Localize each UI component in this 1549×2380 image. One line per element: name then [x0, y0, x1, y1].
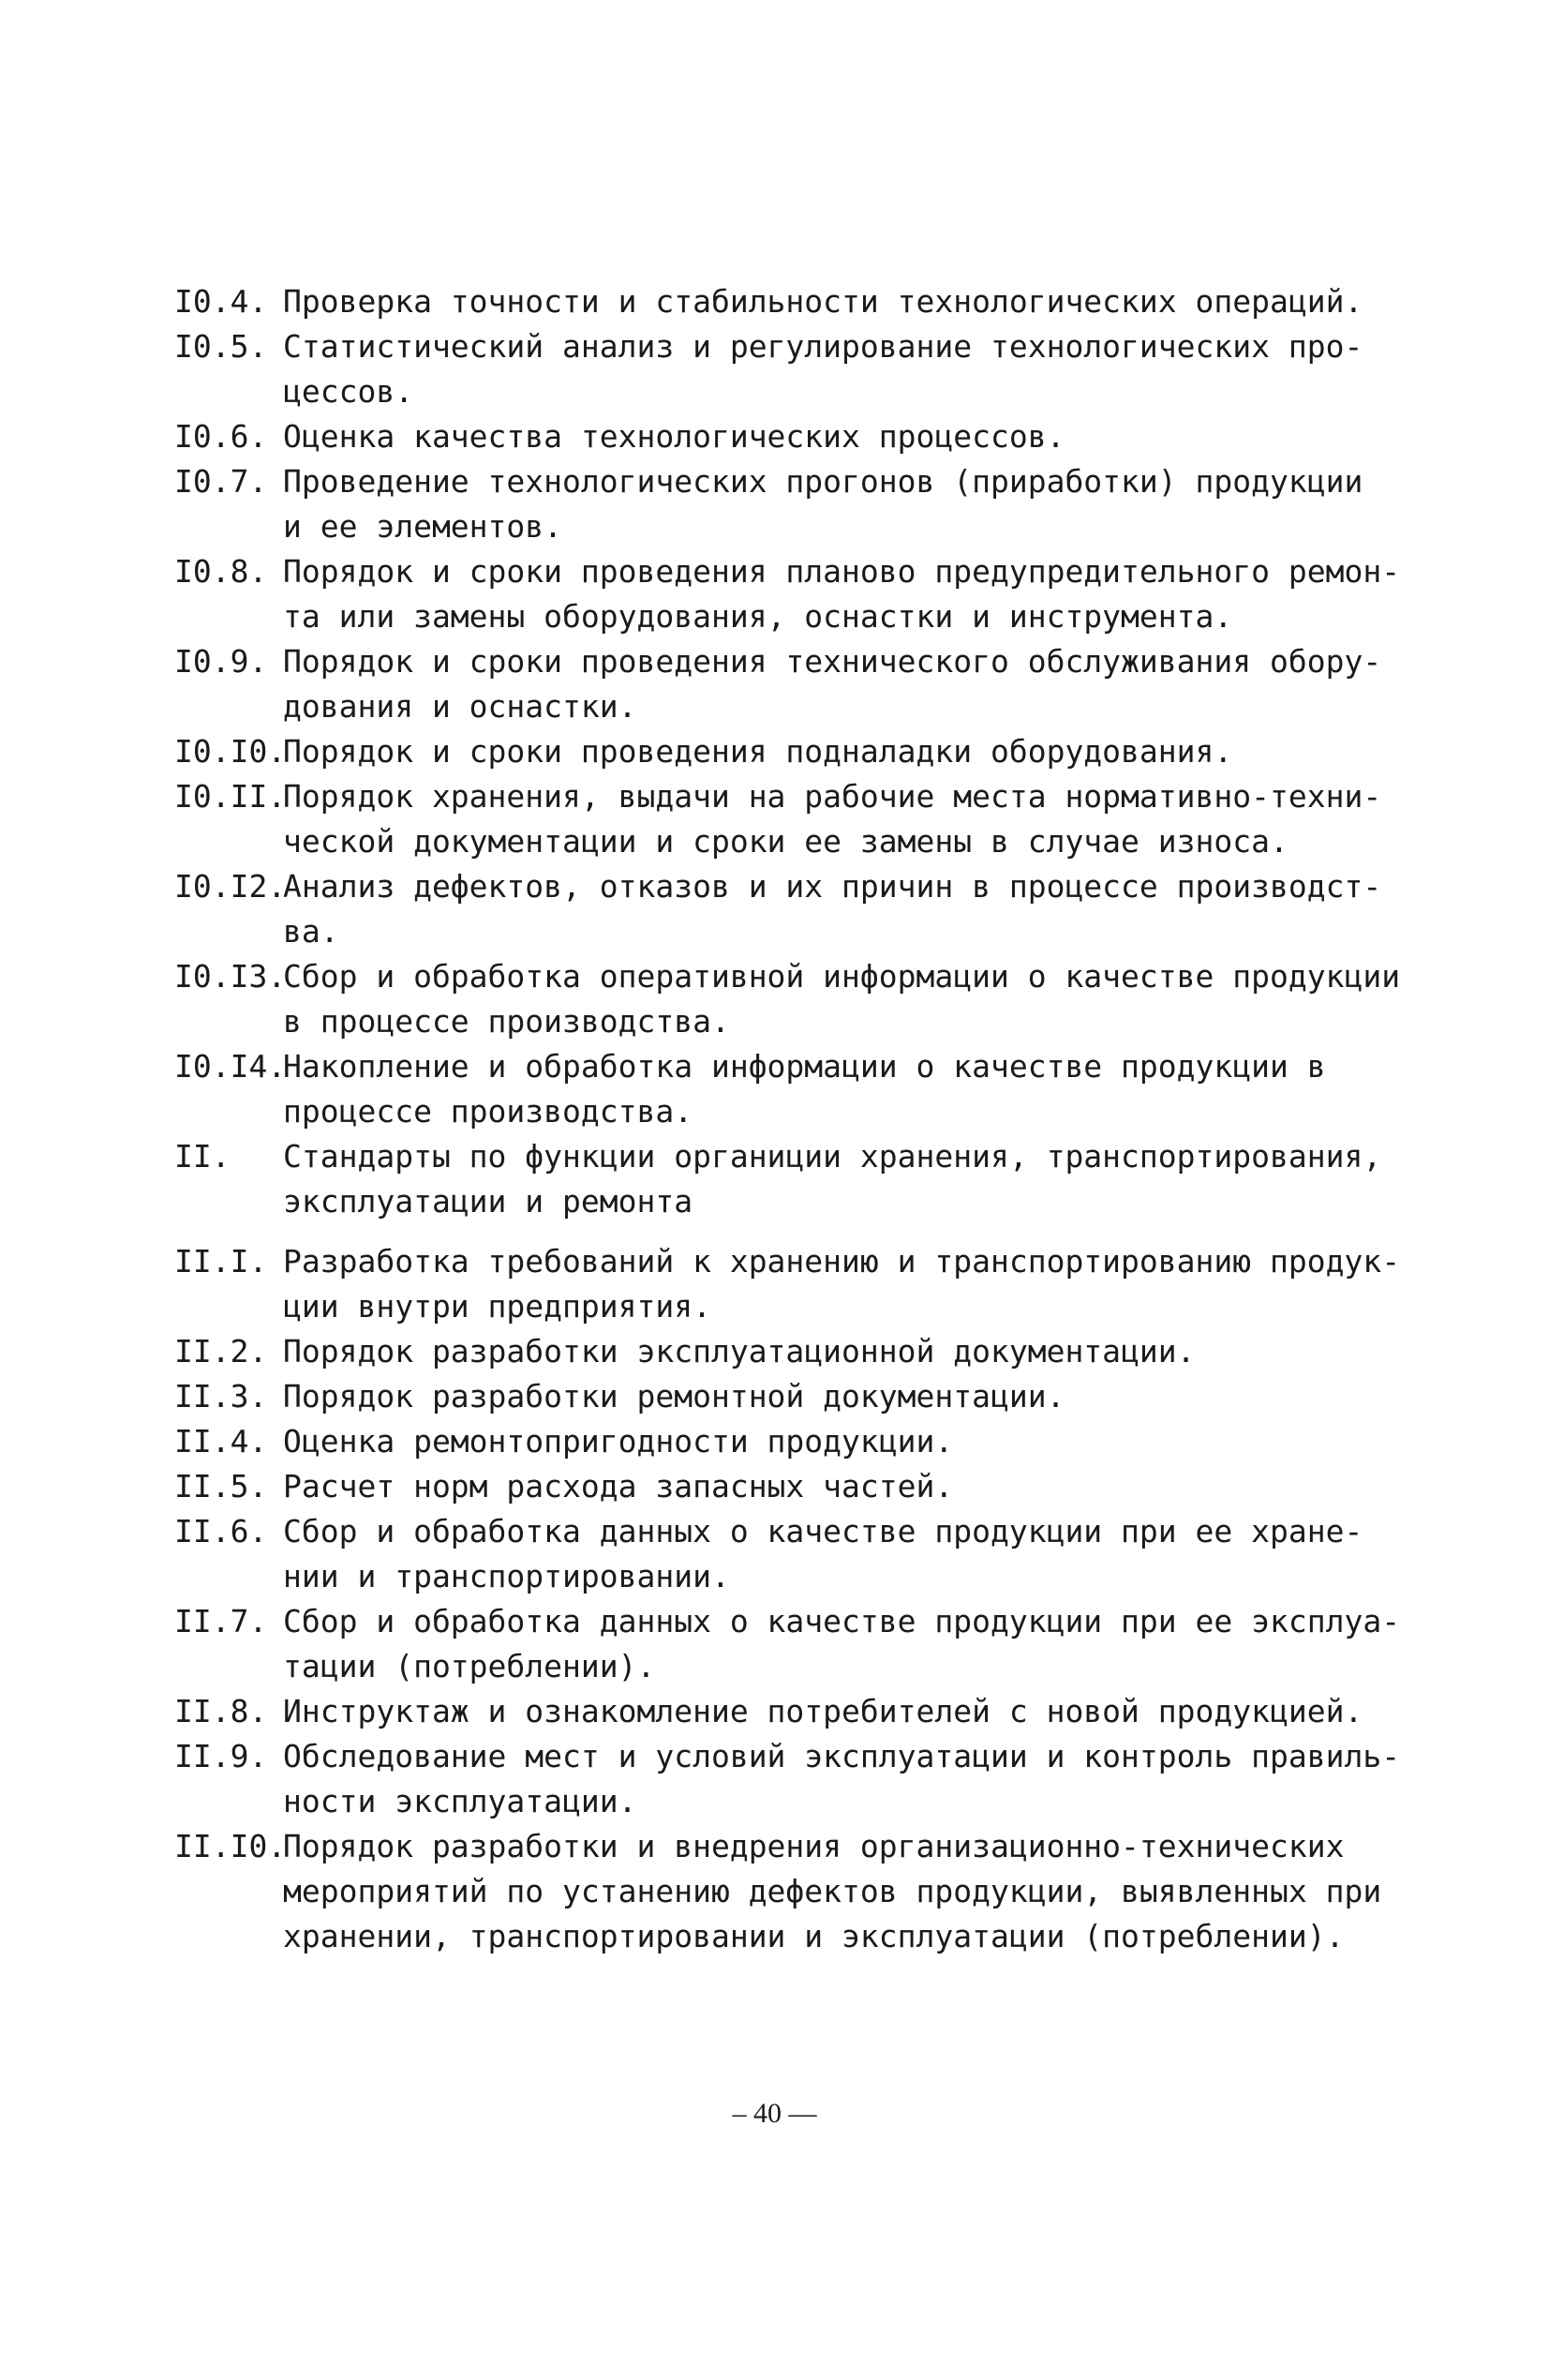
- item-number: II.6.: [174, 1513, 268, 1549]
- item-text: [283, 1419, 1411, 1464]
- list-item: [174, 549, 1411, 639]
- item-number: II.I.: [174, 1243, 268, 1280]
- item-text-line: Инструктаж и ознакомление потребителей с новой продукцией.: [283, 1693, 1363, 1729]
- item-text: [283, 1464, 1411, 1509]
- item-number: II.: [174, 1138, 231, 1175]
- item-text-line: мероприятий по устанению дефектов продукции, выявленных при: [283, 1873, 1382, 1909]
- item-text: [283, 639, 1411, 729]
- item-text-line: хранении, транспортировании и эксплуатации (потреблении).: [283, 1918, 1345, 1954]
- item-text-line: дования и оснастки.: [283, 688, 637, 725]
- item-text: [283, 1689, 1411, 1734]
- list-item: [174, 1824, 1411, 1959]
- item-text-line: Порядок и сроки проведения подналадки оборудования.: [283, 733, 1233, 770]
- list-item: [174, 864, 1411, 954]
- item-text-line: Проверка точности и стабильности технологических операций.: [283, 283, 1363, 320]
- list-item: [174, 774, 1411, 864]
- item-text-line: та или замены оборудования, оснастки и инструмента.: [283, 598, 1233, 635]
- list-item: [174, 1734, 1411, 1824]
- item-text: [283, 729, 1411, 774]
- list-item: [174, 1599, 1411, 1689]
- list-item: [174, 1509, 1411, 1599]
- item-text-line: Проведение технологических прогонов (приработки) продукции: [283, 463, 1363, 500]
- list-item: [174, 1239, 1411, 1329]
- item-number: I0.I2.: [174, 868, 287, 905]
- item-text-line: в процессе производства.: [283, 1003, 730, 1040]
- item-text-line: Порядок разработки эксплуатационной документации.: [283, 1333, 1196, 1370]
- item-text: [283, 1134, 1411, 1224]
- item-text: [283, 549, 1411, 639]
- item-text-line: Порядок хранения, выдачи на рабочие места нормативно-техни-: [283, 778, 1382, 815]
- list-item: [174, 279, 1411, 324]
- section-gap: [174, 1224, 1411, 1239]
- item-number: I0.4.: [174, 283, 268, 320]
- item-text-line: тации (потреблении).: [283, 1648, 656, 1684]
- item-number: I0.7.: [174, 463, 268, 500]
- list-item: [174, 414, 1411, 459]
- list-item: [174, 459, 1411, 549]
- item-text-line: ности эксплуатации.: [283, 1783, 637, 1819]
- item-text: [283, 459, 1411, 549]
- item-text-line: Анализ дефектов, отказов и их причин в процессе производст-: [283, 868, 1382, 905]
- item-text-line: Порядок разработки ремонтной документации.: [283, 1378, 1065, 1415]
- item-text: [283, 1329, 1411, 1374]
- item-number: II.7.: [174, 1603, 268, 1639]
- item-number: II.2.: [174, 1333, 268, 1370]
- item-text-line: Расчет норм расхода запасных частей.: [283, 1468, 954, 1504]
- item-text-line: ва.: [283, 913, 339, 950]
- page-number: – 40 —: [732, 2098, 817, 2129]
- item-number: II.9.: [174, 1738, 268, 1774]
- item-text-line: ции внутри предприятия.: [283, 1288, 711, 1325]
- item-text: [283, 1824, 1411, 1959]
- item-text: [283, 1509, 1411, 1599]
- item-number: II.I0.: [174, 1828, 287, 1864]
- list-item: [174, 639, 1411, 729]
- standards-list: [174, 279, 1411, 1959]
- item-text: [283, 1734, 1411, 1824]
- item-text-line: Порядок и сроки проведения планово предупредительного ремон-: [283, 553, 1401, 590]
- item-number: II.3.: [174, 1378, 268, 1415]
- list-item: [174, 1329, 1411, 1374]
- item-text-line: Оценка качества технологических процессов.: [283, 418, 1065, 455]
- list-item: [174, 1134, 1411, 1224]
- list-item: [174, 729, 1411, 774]
- item-number: I0.I4.: [174, 1048, 287, 1085]
- item-text-line: Стандарты по функции органиции хранения, транспортирования,: [283, 1138, 1382, 1175]
- item-text-line: Разработка требований к хранению и транспортированию продук-: [283, 1243, 1401, 1280]
- item-text: [283, 864, 1411, 954]
- item-text-line: нии и транспортировании.: [283, 1558, 730, 1594]
- item-text: [283, 774, 1411, 864]
- item-number: II.8.: [174, 1693, 268, 1729]
- item-text-line: Порядок и сроки проведения технического обслуживания обору-: [283, 643, 1382, 680]
- item-text-line: Сбор и обработка данных о качестве продукции при ее хране-: [283, 1513, 1363, 1549]
- item-text: [283, 954, 1411, 1044]
- item-text-line: Сбор и обработка оперативной информации о качестве продукции: [283, 958, 1401, 995]
- item-text-line: цессов.: [283, 373, 414, 410]
- item-number: I0.6.: [174, 418, 268, 455]
- item-text-line: Порядок разработки и внедрения организационно-технических: [283, 1828, 1345, 1864]
- item-text-line: Накопление и обработка информации о качестве продукции в: [283, 1048, 1326, 1085]
- item-text: [283, 279, 1411, 324]
- list-item: [174, 1464, 1411, 1509]
- item-number: I0.8.: [174, 553, 268, 590]
- list-item: [174, 1419, 1411, 1464]
- list-item: [174, 1689, 1411, 1734]
- item-text: [283, 324, 1411, 414]
- item-number: I0.5.: [174, 328, 268, 365]
- item-text: [283, 414, 1411, 459]
- item-text: [283, 1374, 1411, 1419]
- item-text-line: Сбор и обработка данных о качестве продукции при ее эксплуа-: [283, 1603, 1401, 1639]
- list-item: [174, 954, 1411, 1044]
- list-item: [174, 324, 1411, 414]
- item-number: II.4.: [174, 1423, 268, 1459]
- item-text-line: Статистический анализ и регулирование технологических про-: [283, 328, 1363, 365]
- list-item: [174, 1044, 1411, 1134]
- item-number: II.5.: [174, 1468, 268, 1504]
- item-number: I0.9.: [174, 643, 268, 680]
- item-text-line: эксплуатации и ремонта: [283, 1183, 693, 1220]
- list-item: [174, 1374, 1411, 1419]
- item-number: I0.I3.: [174, 958, 287, 995]
- item-text-line: и ее элементов.: [283, 508, 563, 545]
- item-text: [283, 1044, 1411, 1134]
- item-text: [283, 1599, 1411, 1689]
- item-number: I0.I0.: [174, 733, 287, 770]
- item-text-line: Оценка ремонтопригодности продукции.: [283, 1423, 954, 1459]
- item-text: [283, 1239, 1411, 1329]
- item-text-line: Обследование мест и условий эксплуатации и контроль правиль-: [283, 1738, 1401, 1774]
- item-text-line: ческой документации и сроки ее замены в случае износа.: [283, 823, 1288, 860]
- item-text-line: процессе производства.: [283, 1093, 693, 1130]
- item-number: I0.II.: [174, 778, 287, 815]
